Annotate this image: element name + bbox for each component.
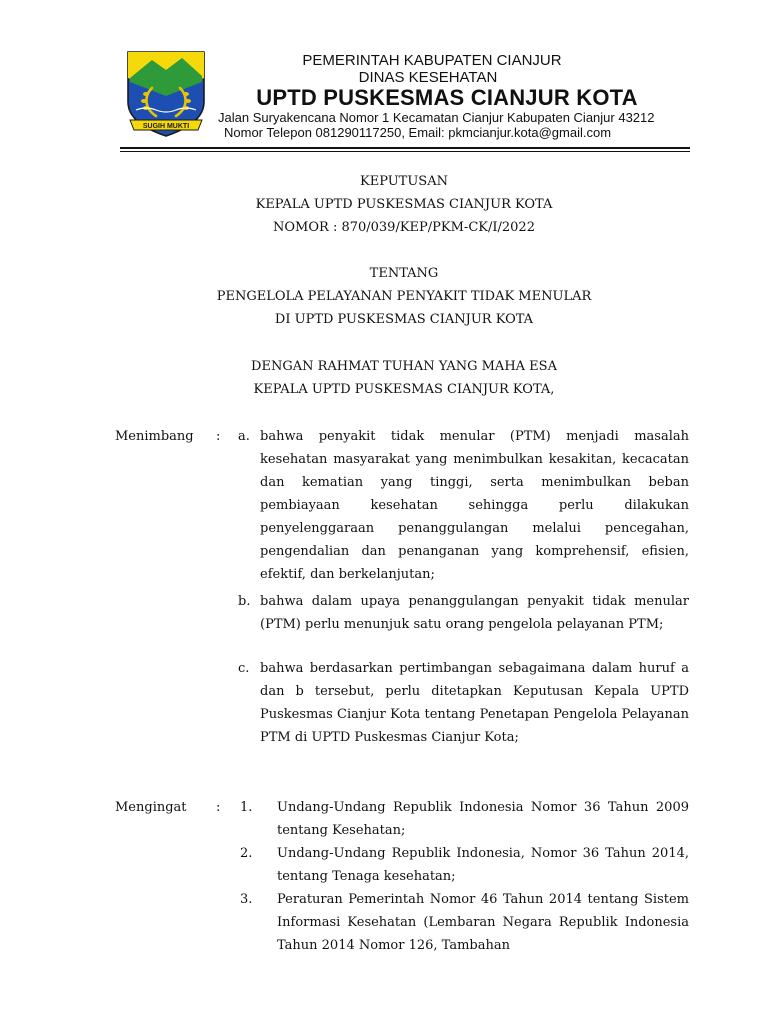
menimbang-item-text: bahwa penyakit tidak menular (PTM) menjadi masalah kesehatan masyarakat yang menimbulkan kesakitan, kecacatan dan kematian yang tinggi, serta menimbulkan beban pembiayaan kesehatan sehingga perlu dilakukan penyelenggaraan penanggulangan melalui pencegahan, pengendalian dan penanganan yang komprehensif, efisien, efektif, dan berkelanjutan;	[260, 429, 689, 582]
menimbang-item-mark: b.	[238, 594, 251, 609]
letterhead-institution: UPTD PUSKESMAS CIANJUR KOTA	[256, 85, 638, 110]
menimbang-item-mark: c.	[238, 661, 250, 676]
mengingat-item-text: Peraturan Pemerintah Nomor 46 Tahun 2014 tentang Sistem Informasi Kesehatan (Lembaran Negara Republik Indonesia Tahun 2014 Nomor 126, Tambahan	[277, 892, 689, 953]
decree-about: TENTANG	[369, 266, 439, 281]
letterhead-rule-thick	[120, 147, 690, 149]
menimbang-label: Menimbang	[115, 429, 194, 444]
decree-title: KEPUTUSAN	[360, 174, 448, 189]
decree-number: NOMOR : 870/039/KEP/PKM-CK/I/2022	[273, 220, 535, 235]
decree-subject-line2: DI UPTD PUSKESMAS CIANJUR KOTA	[274, 312, 534, 327]
mengingat-colon: :	[216, 800, 221, 815]
letterhead	[0, 0, 768, 160]
mengingat-label: Mengingat	[115, 800, 187, 815]
mengingat-item-mark: 1.	[240, 800, 253, 815]
mengingat-item-text: Undang-Undang Republik Indonesia Nomor 36 Tahun 2009 tentang Kesehatan;	[277, 800, 689, 838]
menimbang-item-mark: a.	[238, 429, 250, 444]
menimbang-colon: :	[216, 429, 221, 444]
decree-subject-line1: PENGELOLA PELAYANAN PENYAKIT TIDAK MENULAR	[216, 289, 592, 304]
emblem-motto: SUGIH MUKTI	[142, 123, 190, 130]
letterhead-rule-thin	[120, 151, 690, 152]
decree-blessing: DENGAN RAHMAT TUHAN YANG MAHA ESA	[251, 359, 557, 374]
menimbang-item-text: bahwa dalam upaya penanggulangan penyakit tidak menular (PTM) perlu menunjuk satu orang pengelola pelayanan PTM;	[260, 594, 689, 632]
mengingat-item-mark: 3.	[240, 892, 253, 907]
letterhead-contact: Nomor Telepon 081290117250, Email: pkmcianjur.kota@gmail.com	[224, 125, 612, 140]
mengingat-item-text: Undang-Undang Republik Indonesia, Nomor 36 Tahun 2014, tentang Tenaga kesehatan;	[277, 846, 689, 884]
letterhead-government: PEMERINTAH KABUPATEN CIANJUR	[302, 52, 562, 69]
letterhead-department: DINAS KESEHATAN	[358, 69, 498, 86]
menimbang-item-text: bahwa berdasarkan pertimbangan sebagaimana dalam huruf a dan b tersebut, perlu ditetapkan Keputusan Kepala UPTD Puskesmas Cianjur Kota tentang Penetapan Pengelola Pelayanan PTM di UPTD Puskesmas Cianjur Kota;	[260, 661, 689, 745]
mengingat-item-mark: 2.	[240, 846, 253, 861]
decree-issuer: KEPALA UPTD PUSKESMAS CIANJUR KOTA	[255, 197, 553, 212]
letterhead-address: Jalan Suryakencana Nomor 1 Kecamatan Cianjur Kabupaten Cianjur 43212	[218, 110, 655, 125]
decree-official: KEPALA UPTD PUSKESMAS CIANJUR KOTA,	[253, 382, 555, 397]
